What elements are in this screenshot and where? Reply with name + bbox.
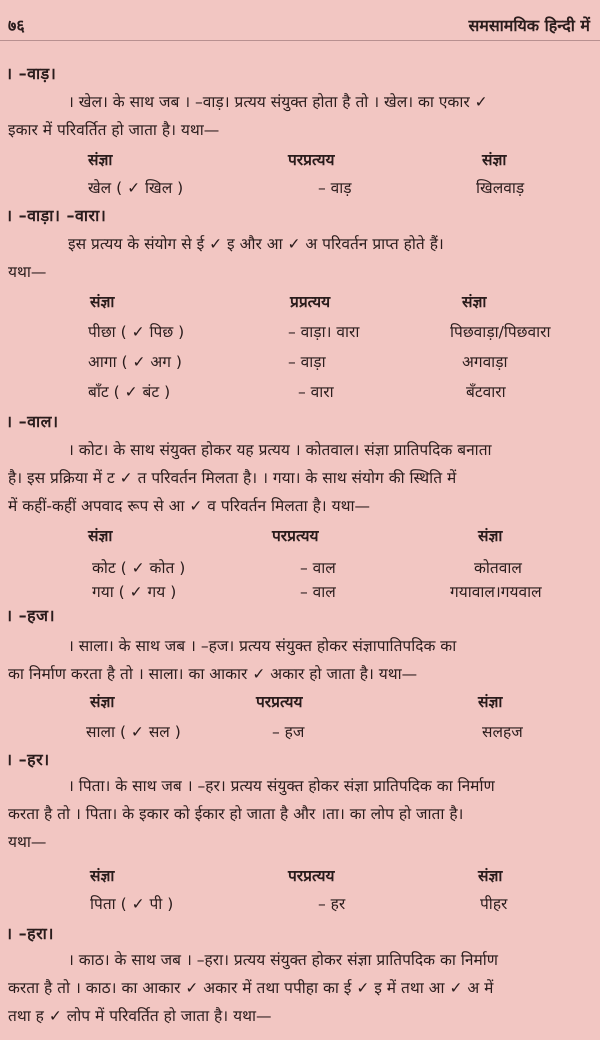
table-cell: खिलवाड़: [476, 179, 525, 197]
table-cell: आगा ( ✓ अग ): [88, 353, 182, 371]
text-line: । काठ। के साथ जब । –हरा। प्रत्यय संयुक्त होकर संज्ञा प्रातिपदिक का निर्माण: [68, 951, 498, 969]
section-paragraph: [8, 88, 592, 144]
table-cell: खेल ( ✓ खिल ): [88, 179, 184, 197]
page-number: ७६: [8, 16, 25, 35]
text-line: । खेल। के साथ जब । –वाड़। प्रत्यय संयुक्त होता है तो । खेल। का एकार ✓: [68, 93, 488, 111]
table-cell: पीहर: [480, 895, 508, 913]
text-line: इस प्रत्यय के संयोग से ई ✓ इ और आ ✓ अ परिवर्तन प्राप्त होते हैं।: [68, 235, 444, 253]
table-row: [0, 176, 600, 200]
col-header-parapratyay: परप्रत्यय: [272, 527, 319, 545]
running-title: समसामयिक हिन्दी में: [468, 16, 590, 35]
text-line: इकार में परिवर्तित हो जाता है। यथा—: [8, 121, 220, 139]
table-header-row: [0, 290, 600, 314]
text-line: करता है तो । काठ। का आकार ✓ अकार में तथा पपीहा का ई ✓ इ में तथा आ ✓ अ में: [8, 979, 494, 997]
col-header-sangya: संज्ञा: [90, 867, 115, 885]
table-header-row: [0, 524, 600, 548]
section-heading: । –हरा।: [6, 924, 54, 943]
section-paragraph: [8, 230, 592, 286]
table-row: [0, 720, 600, 744]
text-line: तथा ह ✓ लोप में परिवर्तित हो जाता है। यथा—: [8, 1007, 272, 1025]
table-cell: – हज: [272, 723, 305, 741]
text-line: यथा—: [8, 263, 47, 281]
text-line: । कोट। के साथ संयुक्त होकर यह प्रत्यय । कोतवाल। संज्ञा प्रातिपदिक बनाता: [68, 441, 492, 459]
section-heading: । –वाड़।: [6, 64, 57, 83]
table-header-row: [0, 690, 600, 714]
table-cell: सलहज: [482, 723, 523, 741]
table-cell: बँटवारा: [466, 383, 506, 401]
section-heading: । –हज।: [6, 606, 56, 625]
table-cell: अगवाड़ा: [462, 353, 508, 371]
table-row: [0, 892, 600, 916]
table-cell: कोट ( ✓ कोत ): [92, 559, 186, 577]
table-cell: बाँट ( ✓ बंट ): [88, 383, 171, 401]
section-heading: । –वाल।: [6, 412, 59, 431]
table-header-row: [0, 864, 600, 888]
table-cell: – वाड़ा। वारा: [288, 323, 360, 341]
table-row: [0, 580, 600, 604]
running-header: [8, 14, 590, 38]
table-cell: पीछा ( ✓ पिछ ): [88, 323, 185, 341]
section-paragraph: [8, 632, 592, 688]
col-header-sangya: संज्ञा: [88, 527, 113, 545]
table-cell: – वाड़ा: [288, 353, 326, 371]
text-line: करता है तो । पिता। के इकार को ईकार हो जाता है और ।ता। का लोप हो जाता है।: [8, 805, 464, 823]
table-cell: कोतवाल: [474, 559, 522, 577]
header-rule: [0, 40, 600, 41]
table-header-row: [0, 148, 600, 172]
col-header-sangya: संज्ञा: [90, 293, 115, 311]
col-header-parapratyay: परप्रत्यय: [288, 867, 335, 885]
text-line: यथा—: [8, 833, 47, 851]
section-heading: । –हर।: [6, 750, 50, 769]
table-row: [0, 320, 600, 344]
col-header-sangya: संज्ञा: [478, 527, 503, 545]
col-header-sangya: संज्ञा: [478, 693, 503, 711]
col-header-sangya: संज्ञा: [90, 693, 115, 711]
text-line: । साला। के साथ जब । –हज। प्रत्यय संयुक्त होकर संज्ञापातिपदिक का: [68, 637, 457, 655]
table-cell: पिछवाड़ा/पिछवारा: [450, 323, 551, 341]
table-cell: – वारा: [298, 383, 334, 401]
col-header-sangya: संज्ञा: [482, 151, 507, 169]
col-header-prapratyay: प्रप्रत्यय: [290, 293, 331, 311]
section-paragraph: [8, 946, 592, 1030]
table-row: [0, 350, 600, 374]
table-cell: – हर: [318, 895, 346, 913]
col-header-sangya: संज्ञा: [88, 151, 113, 169]
table-cell: – वाड़: [318, 179, 352, 197]
section-paragraph: [8, 436, 592, 520]
table-row: [0, 380, 600, 404]
text-line: का निर्माण करता है तो । साला। का आकार ✓ अकार हो जाता है। यथा—: [8, 665, 418, 683]
col-header-parapratyay: परप्रत्यय: [256, 693, 303, 711]
text-line: । पिता। के साथ जब । –हर। प्रत्यय संयुक्त होकर संज्ञा प्रातिपदिक का निर्माण: [68, 777, 495, 795]
table-cell: पिता ( ✓ पी ): [90, 895, 174, 913]
section-paragraph: [8, 772, 592, 856]
section-heading: । –वाड़ा। –वारा।: [6, 206, 107, 225]
table-cell: – वाल: [300, 583, 336, 601]
table-cell: – वाल: [300, 559, 336, 577]
table-cell: गयावाल।गयवाल: [450, 583, 542, 601]
col-header-sangya: संज्ञा: [478, 867, 503, 885]
text-line: है। इस प्रक्रिया में ट ✓ त परिवर्तन मिलता है। । गया। के साथ संयोग की स्थिति में: [8, 469, 457, 487]
col-header-sangya: संज्ञा: [462, 293, 487, 311]
text-line: में कहीं-कहीं अपवाद रूप से आ ✓ व परिवर्तन मिलता है। यथा—: [8, 497, 371, 515]
col-header-parapratyay: परप्रत्यय: [288, 151, 335, 169]
table-row: [0, 556, 600, 580]
table-cell: गया ( ✓ गय ): [92, 583, 177, 601]
table-cell: साला ( ✓ सल ): [86, 723, 181, 741]
